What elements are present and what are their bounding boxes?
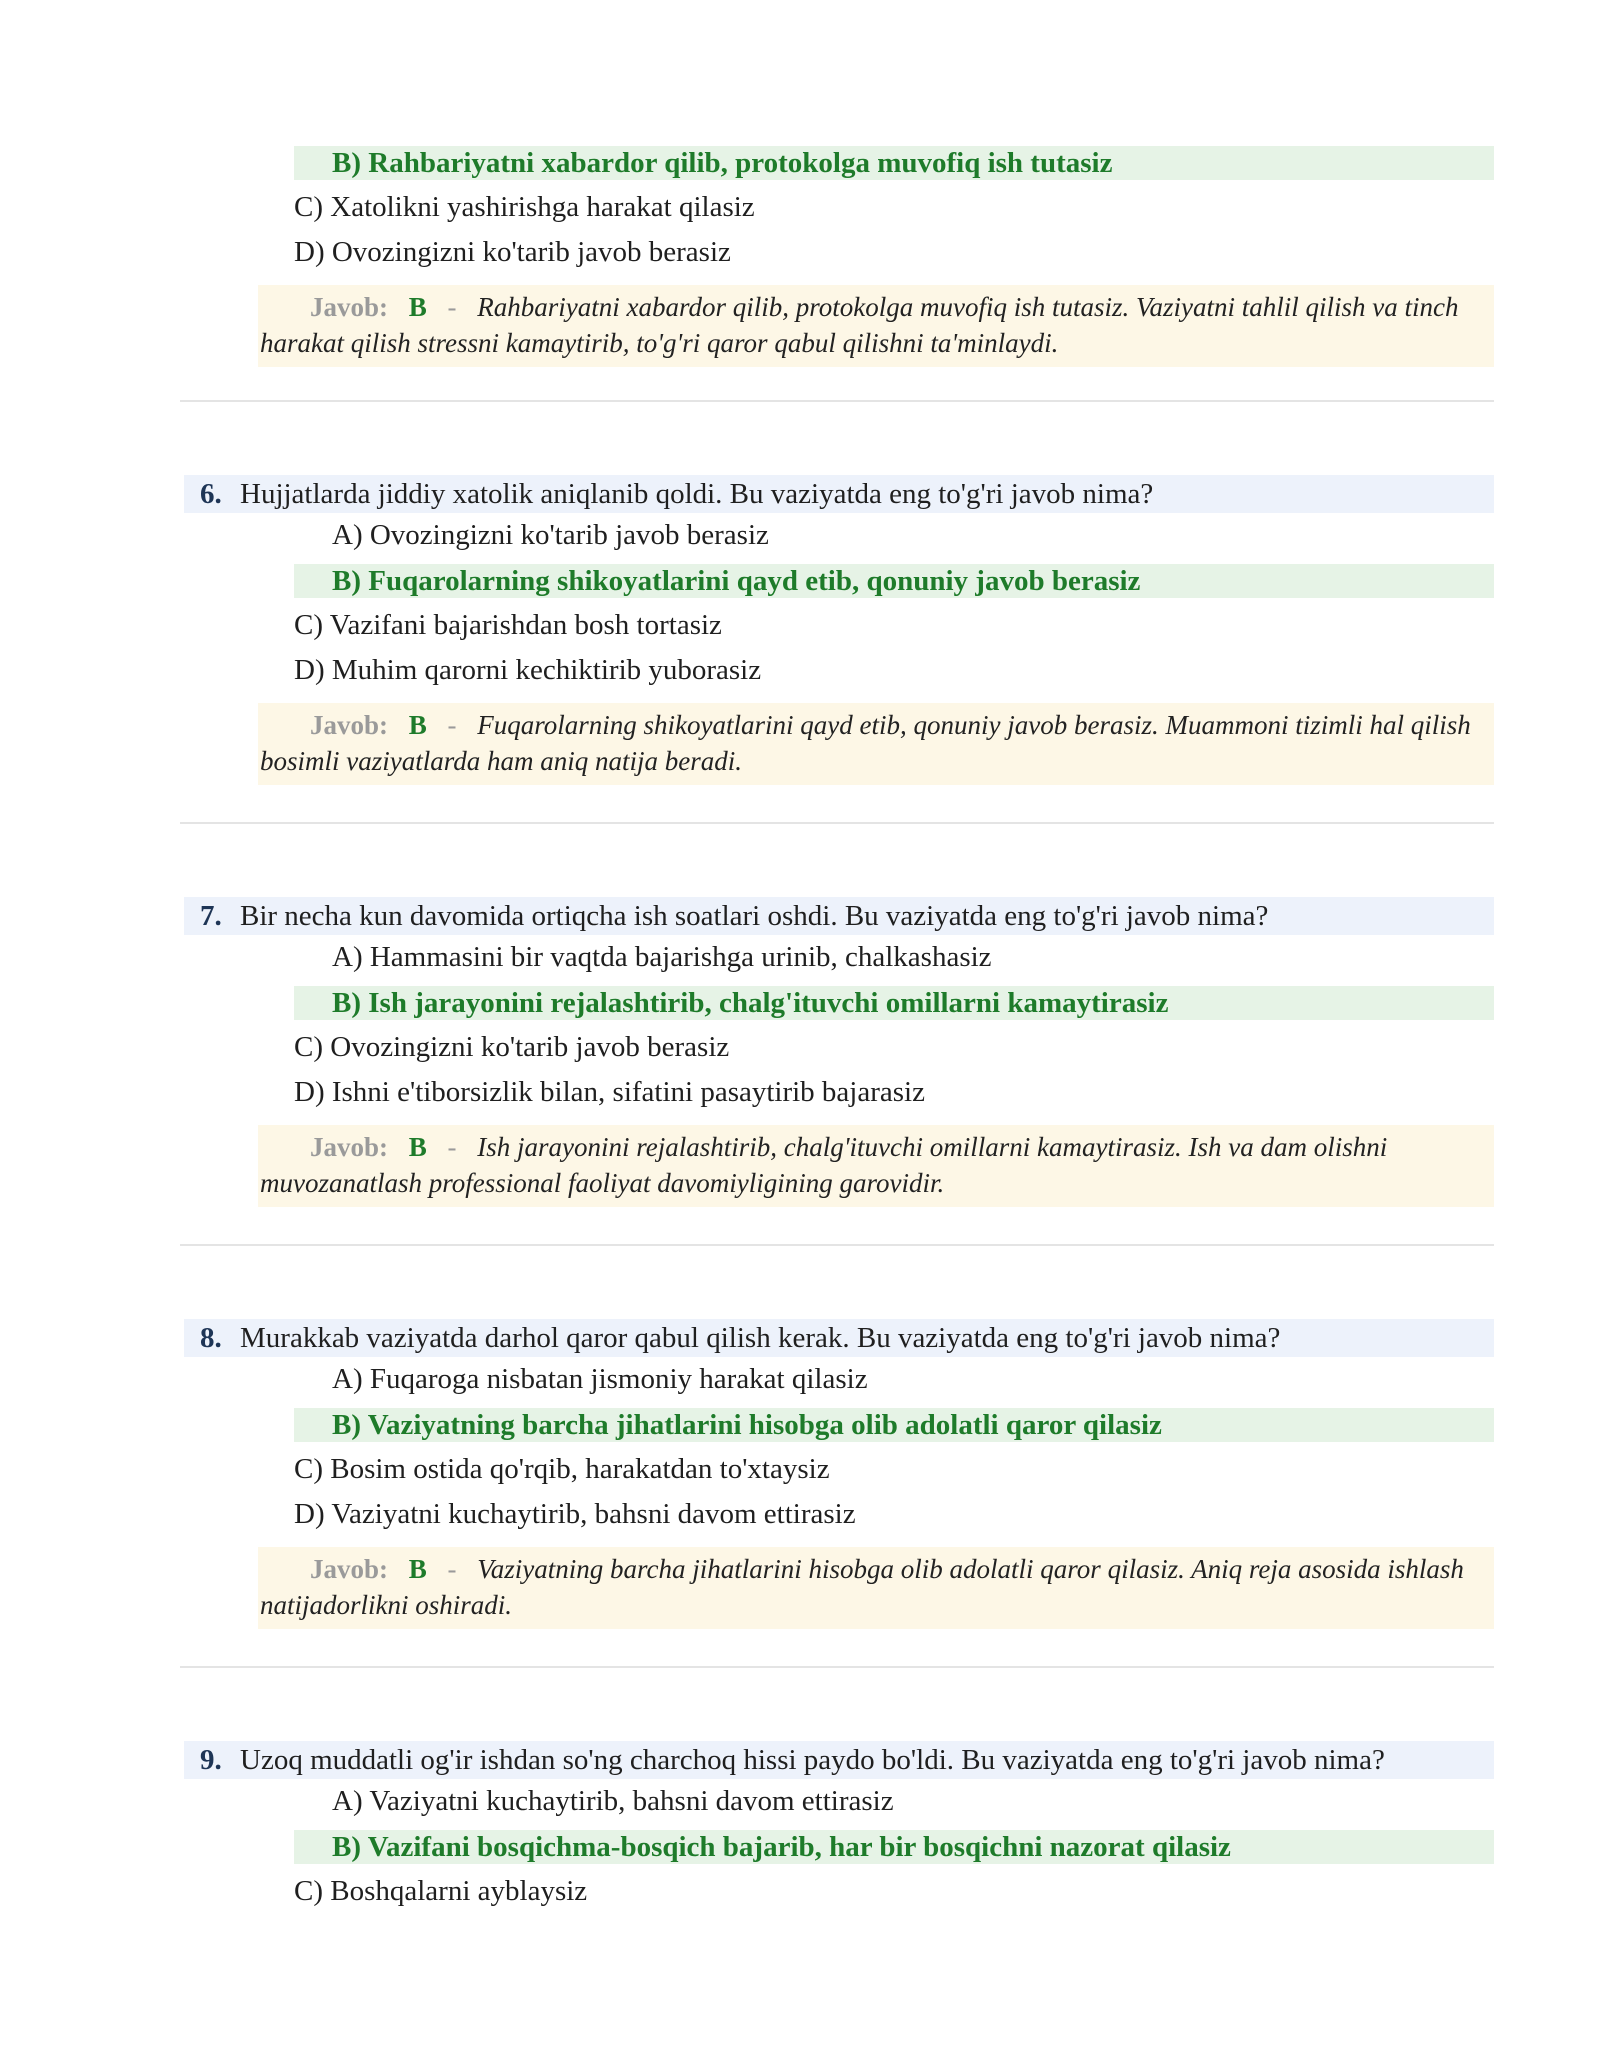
answer-text: Fuqarolarning shikoyatlarini qayd etib, qonuniy javob berasiz. Muammoni tizimli hal qilish bosimli vaziyatlarda ham aniq natija beradi. [260,710,1471,776]
question-header [184,897,1494,935]
divider [180,400,1494,402]
answer-explanation [258,285,1494,367]
answer-letter: B [408,292,427,322]
answer-letter: B [408,1554,427,1584]
option-c: C) Bosim ostida qo'rqib, harakatdan to'xtaysiz [294,1453,830,1485]
question-9 [0,1741,1600,1914]
option-d: D) Ishni e'tiborsizlik bilan, sifatini pasaytirib bajarasiz [294,1076,925,1108]
question-header [184,1741,1494,1779]
option-d: D) Vaziyatni kuchaytirib, bahsni davom ettirasiz [294,1498,856,1530]
answer-explanation [258,1547,1494,1629]
divider [180,1244,1494,1246]
question-6 [0,475,1600,785]
option-a: A) Fuqaroga nisbatan jismoniy harakat qilasiz [332,1363,868,1395]
option-a: A) Vaziyatni kuchaytirib, bahsni davom ettirasiz [332,1785,894,1817]
question-text: Hujjatlarda jiddiy xatolik aniqlanib qoldi. Bu vaziyatda eng to'g'ri javob nima? [240,478,1154,510]
question-7 [0,897,1600,1207]
question-number: 7. [200,900,222,932]
answer-label: Javob: [310,1132,389,1162]
answer-explanation [258,1125,1494,1207]
question-header [184,1319,1494,1357]
answer-letter: B [408,710,427,740]
option-d: D) Muhim qarorni kechiktirib yuborasiz [294,654,762,686]
question-text: Bir necha kun davomida ortiqcha ish soatlari oshdi. Bu vaziyatda eng to'g'ri javob nima? [240,900,1269,932]
question-number: 8. [200,1322,222,1354]
answer-label: Javob: [310,292,389,322]
answer-dash: - [447,292,457,322]
question-number: 6. [200,478,222,510]
question-number: 9. [200,1744,222,1776]
answer-dash: - [447,1554,457,1584]
question-text: Uzoq muddatli og'ir ishdan so'ng charchoq hissi paydo bo'ldi. Bu vaziyatda eng to'g'ri javob nima? [240,1744,1385,1776]
answer-text: Ish jarayonini rejalashtirib, chalg'ituvchi omillarni kamaytirasiz. Ish va dam olishni muvozanatlash professional faoliyat davomiyligining garovidir. [260,1132,1388,1198]
option-d: D) Ovozingizni ko'tarib javob berasiz [294,236,731,268]
question-5-continuation [0,146,1600,367]
answer-explanation [258,703,1494,785]
option-c: C) Ovozingizni ko'tarib javob berasiz [294,1031,730,1063]
correct-option: B) Vaziyatning barcha jihatlarini hisobga olib adolatli qaror qilasiz [294,1408,1494,1442]
option-a: A) Ovozingizni ko'tarib javob berasiz [332,519,769,551]
question-text: Murakkab vaziyatda darhol qaror qabul qilish kerak. Bu vaziyatda eng to'g'ri javob nima? [240,1322,1281,1354]
answer-letter: B [408,1132,427,1162]
answer-text: Vaziyatning barcha jihatlarini hisobga olib adolatli qaror qilasiz. Aniq reja asosida ishlash natijadorlikni oshiradi. [260,1554,1464,1620]
divider [180,822,1494,824]
correct-option: B) Rahbariyatni xabardor qilib, protokolga muvofiq ish tutasiz [294,146,1494,180]
answer-dash: - [447,710,457,740]
option-a: A) Hammasini bir vaqtda bajarishga urinib, chalkashasiz [332,941,992,973]
question-header [184,475,1494,513]
question-8 [0,1319,1600,1629]
correct-option: B) Ish jarayonini rejalashtirib, chalg'ituvchi omillarni kamaytirasiz [294,986,1494,1020]
answer-label: Javob: [310,1554,389,1584]
answer-dash: - [447,1132,457,1162]
answer-text: Rahbariyatni xabardor qilib, protokolga muvofiq ish tutasiz. Vaziyatni tahlil qilish va tinch harakat qilish stressni kamaytirib, to'g'ri qaror qabul qilishni ta'minlaydi. [260,292,1459,358]
correct-option: B) Fuqarolarning shikoyatlarini qayd etib, qonuniy javob berasiz [294,564,1494,598]
correct-option: B) Vazifani bosqichma-bosqich bajarib, har bir bosqichni nazorat qilasiz [294,1830,1494,1864]
answer-label: Javob: [310,710,389,740]
option-c: C) Vazifani bajarishdan bosh tortasiz [294,609,722,641]
option-c: C) Xatolikni yashirishga harakat qilasiz [294,191,755,223]
divider [180,1666,1494,1668]
option-c: C) Boshqalarni ayblaysiz [294,1875,588,1907]
